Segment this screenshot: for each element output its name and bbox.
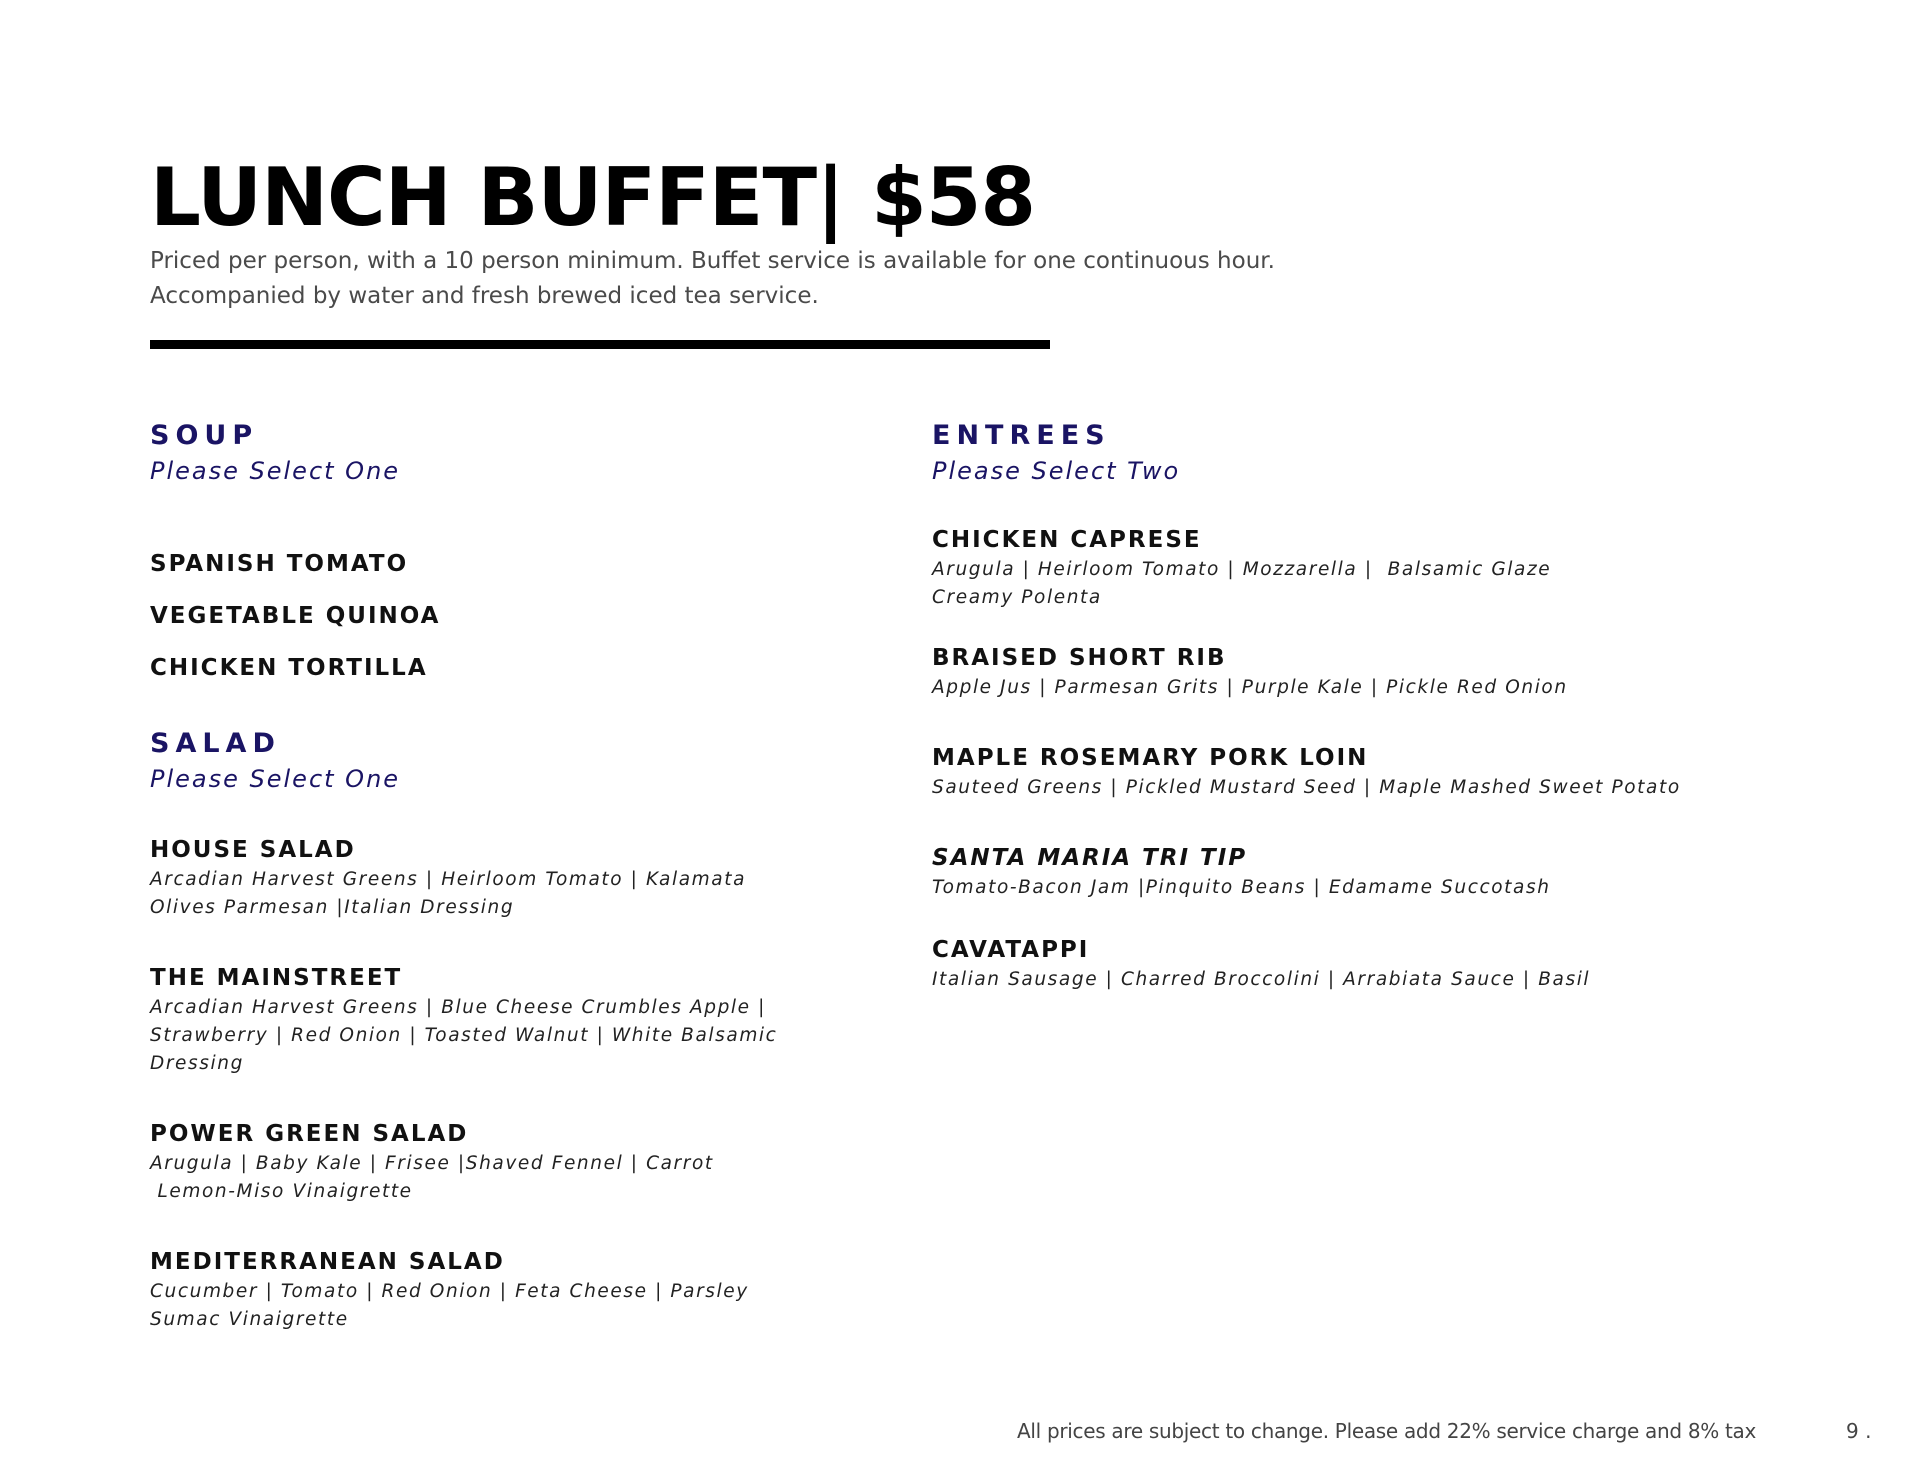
left-column (150, 418, 790, 1334)
entree-item (932, 842, 1762, 902)
soup-list (150, 548, 790, 684)
entree-item (932, 642, 1762, 702)
soup-item: CHICKEN TORTILLA (150, 655, 428, 681)
entree-item-name: BRAISED SHORT RIB (932, 645, 1227, 671)
entrees-section (932, 418, 1762, 994)
salad-item-desc: Arcadian Harvest Greens | Heirloom Tomato | Kalamata (150, 869, 747, 890)
salad-item-desc: Sumac Vinaigrette (150, 1309, 349, 1330)
entree-item-name: CHICKEN CAPRESE (932, 527, 1202, 553)
entree-item-name: CAVATAPPI (932, 937, 1090, 963)
salad-item-desc: Lemon-Miso Vinaigrette (150, 1181, 413, 1202)
soup-instruction: Please Select One (150, 457, 401, 485)
entree-item-name: MAPLE ROSEMARY PORK LOIN (932, 745, 1369, 771)
pricing-disclaimer: All prices are subject to change. Please add 22% service charge and 8% tax (1017, 1419, 1757, 1443)
salad-instruction: Please Select One (150, 765, 401, 793)
salad-item (150, 1118, 790, 1206)
salad-item-desc: Dressing (150, 1053, 244, 1074)
salad-item-desc: Arugula | Baby Kale | Frisee |Shaved Fennel | Carrot (150, 1153, 714, 1174)
salad-item-name: HOUSE SALAD (150, 837, 356, 863)
entrees-heading: ENTREES (932, 420, 1111, 451)
pricing-description (150, 244, 1275, 314)
soup-item: SPANISH TOMATO (150, 551, 409, 577)
entree-item (932, 742, 1762, 802)
salad-heading: SALAD (150, 728, 281, 759)
salad-item (150, 834, 790, 922)
entree-item-desc: Sauteed Greens | Pickled Mustard Seed | Maple Mashed Sweet Potato (932, 777, 1681, 798)
entree-item-desc: Italian Sausage | Charred Broccolini | Arrabiata Sauce | Basil (932, 969, 1591, 990)
salad-item-name: THE MAINSTREET (150, 965, 403, 991)
page-number: 9 . (1846, 1419, 1872, 1443)
salad-item-name: POWER GREEN SALAD (150, 1121, 469, 1147)
pricing-description-line: Priced per person, with a 10 person minimum. Buffet service is available for one continuous hour. (150, 248, 1275, 274)
salad-item-desc: Cucumber | Tomato | Red Onion | Feta Cheese | Parsley (150, 1281, 749, 1302)
entrees-instruction: Please Select Two (932, 457, 1181, 485)
entree-item-desc: Tomato-Bacon Jam |Pinquito Beans | Edamame Succotash (932, 877, 1551, 898)
entree-item-desc: Apple Jus | Parmesan Grits | Purple Kale | Pickle Red Onion (932, 677, 1568, 698)
right-column (932, 418, 1762, 994)
page-title: LUNCH BUFFET| $58 (150, 151, 1036, 244)
soup-item: VEGETABLE QUINOA (150, 603, 441, 629)
soup-heading: SOUP (150, 420, 259, 451)
entree-item (932, 524, 1762, 612)
salad-item (150, 1246, 790, 1334)
pricing-description-line: Accompanied by water and fresh brewed iced tea service. (150, 283, 819, 309)
header-divider (150, 340, 1050, 349)
entree-item-name: SANTA MARIA TRI TIP (932, 845, 1248, 871)
salad-item (150, 962, 790, 1078)
salad-item-desc: Strawberry | Red Onion | Toasted Walnut | White Balsamic (150, 1025, 778, 1046)
salad-item-name: MEDITERRANEAN SALAD (150, 1249, 505, 1275)
entree-item-desc: Arugula | Heirloom Tomato | Mozzarella | Balsamic Glaze (932, 559, 1552, 580)
entree-item (932, 934, 1762, 994)
salad-item-desc: Arcadian Harvest Greens | Blue Cheese Crumbles Apple | (150, 997, 766, 1018)
salad-section (150, 726, 790, 1334)
salad-item-desc: Olives Parmesan |Italian Dressing (150, 897, 515, 918)
soup-section (150, 418, 790, 684)
entree-item-desc: Creamy Polenta (932, 587, 1102, 608)
